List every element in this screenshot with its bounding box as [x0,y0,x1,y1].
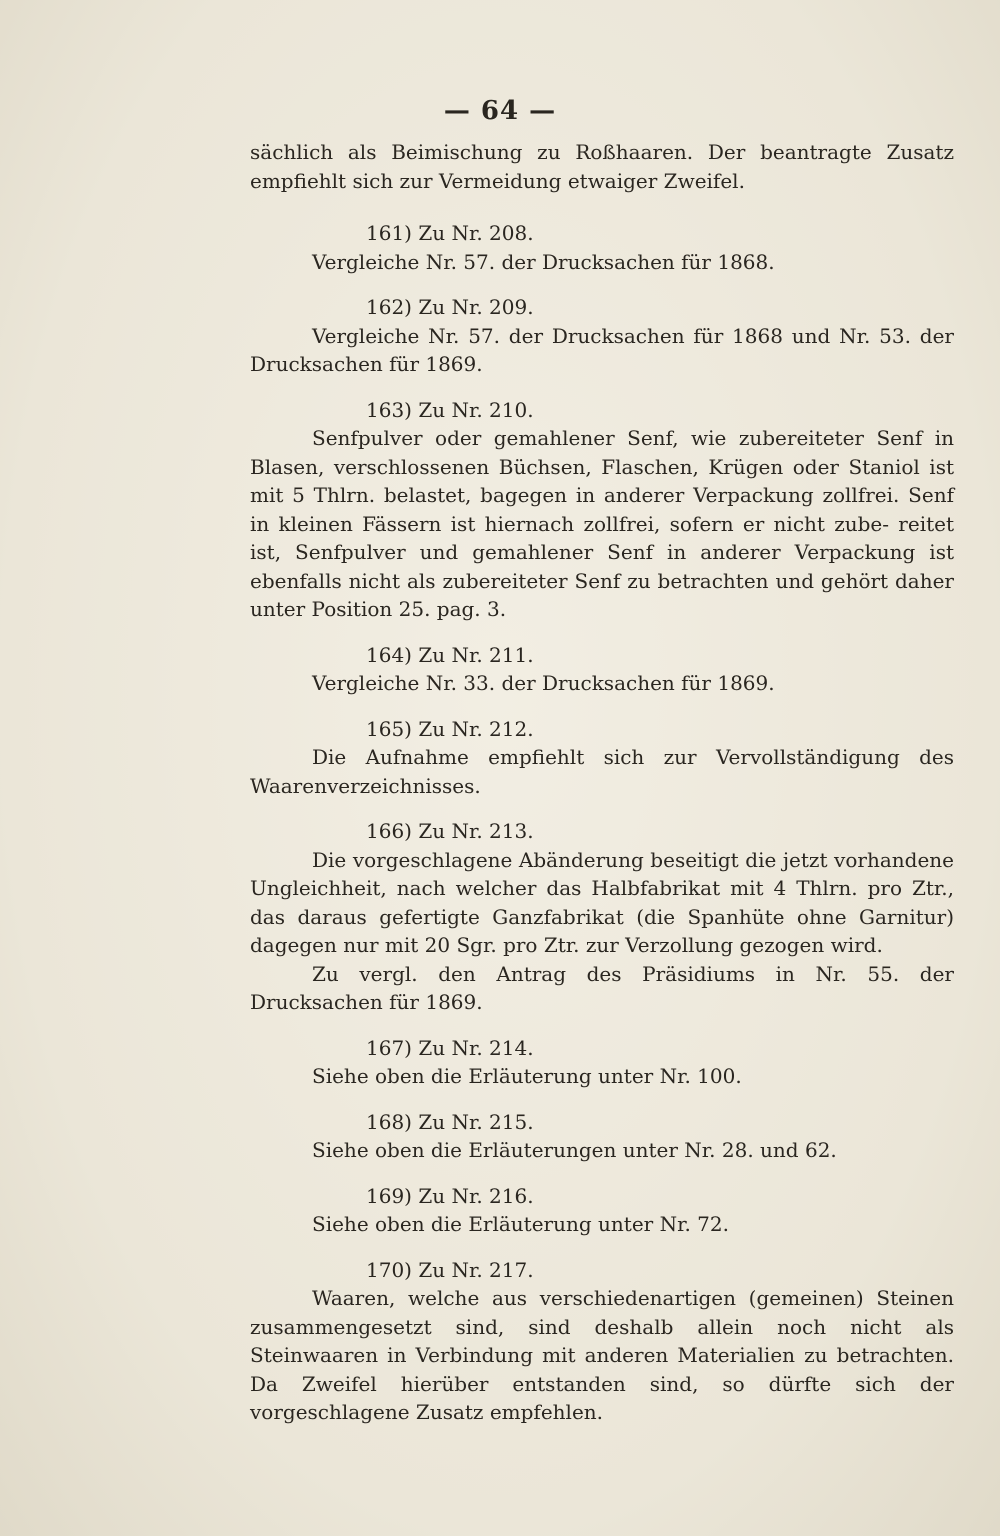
entry-line: Siehe oben die Erläuterungen unter Nr. 28. und 62. [312,1138,837,1162]
entry-line: Die vorgeschlagene Abänderung beseitigt die jetzt vorhandene Ungleichheit, nach [250,847,954,900]
entry-line: Zu vergl. den Antrag des Präsidiums in Nr. 55. der Drucksachen für 1869. [250,961,954,1014]
entry-text [250,248,954,277]
entry-line: Siehe oben die Erläuterung unter Nr. 72. [312,1212,729,1236]
entry-line: gezogen wird. [739,933,883,957]
entry-line: Vergleiche Nr. 57. der Drucksachen für 1868 und Nr. 53. der Drucksachen [250,323,954,376]
entry-heading: 162) Zu Nr. 209. [366,295,534,319]
entry-text [250,960,954,1017]
entry-heading: 164) Zu Nr. 211. [366,642,534,667]
entry-line: Die Aufnahme empfiehlt sich zur Vervollständigung des Waarenverzeichnisses. [250,745,954,798]
intro-line: Vermeidung etwaiger Zweifel. [438,168,745,193]
entry-line: Vergleiche Nr. 57. der Drucksachen für 1868. [312,249,775,274]
entry-line: als zubereiteter Senf zu betrachten und gehört daher unter Position 25. pag. 3. [250,568,954,621]
entry-line: Büchsen, Flaschen, Krügen oder Staniol ist mit 5 Thlrn. belastet, bagegen in anderer [250,454,954,507]
entry-text [250,846,954,960]
entry-heading: 168) Zu Nr. 215. [366,1109,534,1134]
entry-text [250,1136,954,1165]
entry-heading: 161) Zu Nr. 208. [366,221,534,245]
page-number: — 64 — [443,96,557,126]
entry-text [250,1210,954,1239]
intro-line: sächlich als Beimischung zu Roßhaaren. Der beantragte Zusatz empfiehlt sich zur [250,140,954,193]
entry-heading: 167) Zu Nr. 214. [366,1035,534,1060]
entry-text [250,424,954,624]
entry-heading: 165) Zu Nr. 212. [366,716,534,741]
page-body [250,138,954,1427]
entry-text [250,1062,954,1091]
entry-line: zu betrachten. Da Zweifel hierüber entstanden sind, so dürfte sich der vorgeschlagene [250,1343,954,1424]
entry-line: Siehe oben die Erläuterung unter Nr. 100. [312,1064,742,1088]
entry-heading: 163) Zu Nr. 210. [366,397,534,422]
entry-heading: 169) Zu Nr. 216. [366,1183,534,1208]
entry-line: für 1869. [389,352,483,376]
intro-paragraph [250,138,954,195]
entry-line: Verpackung zollfrei. Senf in kleinen Fässern ist hiernach zollfrei, sofern er nicht zube- [250,483,954,536]
entry-line: Zusatz empfehlen. [415,1400,604,1424]
entry-text [250,669,954,698]
entry-heading: 166) Zu Nr. 213. [366,819,534,843]
entry-line: welcher das Halbfabrikat mit 4 Thlrn. pro Ztr., das daraus gefertigte Ganzfabrikat [250,876,954,929]
entry-text [250,743,954,800]
entry-text [250,322,954,379]
entry-line: (die Spanhüte ohne Garnitur) dagegen nur mit 20 Sgr. pro Ztr. zur Verzollung [250,904,955,957]
entry-heading: 170) Zu Nr. 217. [366,1257,534,1282]
entry-line: reitet ist, Senfpulver und gemahlener Senf in anderer Verpackung ist ebenfalls nicht [250,511,954,593]
entry-line: Vergleiche Nr. 33. der Drucksachen für 1869. [312,671,775,695]
entry-line: sind deshalb allein noch nicht als Steinwaaren in Verbindung mit anderen Materialien [250,1314,954,1367]
entry-text [250,1284,954,1427]
entry-line: Waaren, welche aus verschiedenartigen (gemeinen) Steinen zusammengesetzt sind, [250,1286,954,1339]
entry-line: Senfpulver oder gemahlener Senf, wie zubereiteter Senf in Blasen, verschlossenen [250,426,954,479]
